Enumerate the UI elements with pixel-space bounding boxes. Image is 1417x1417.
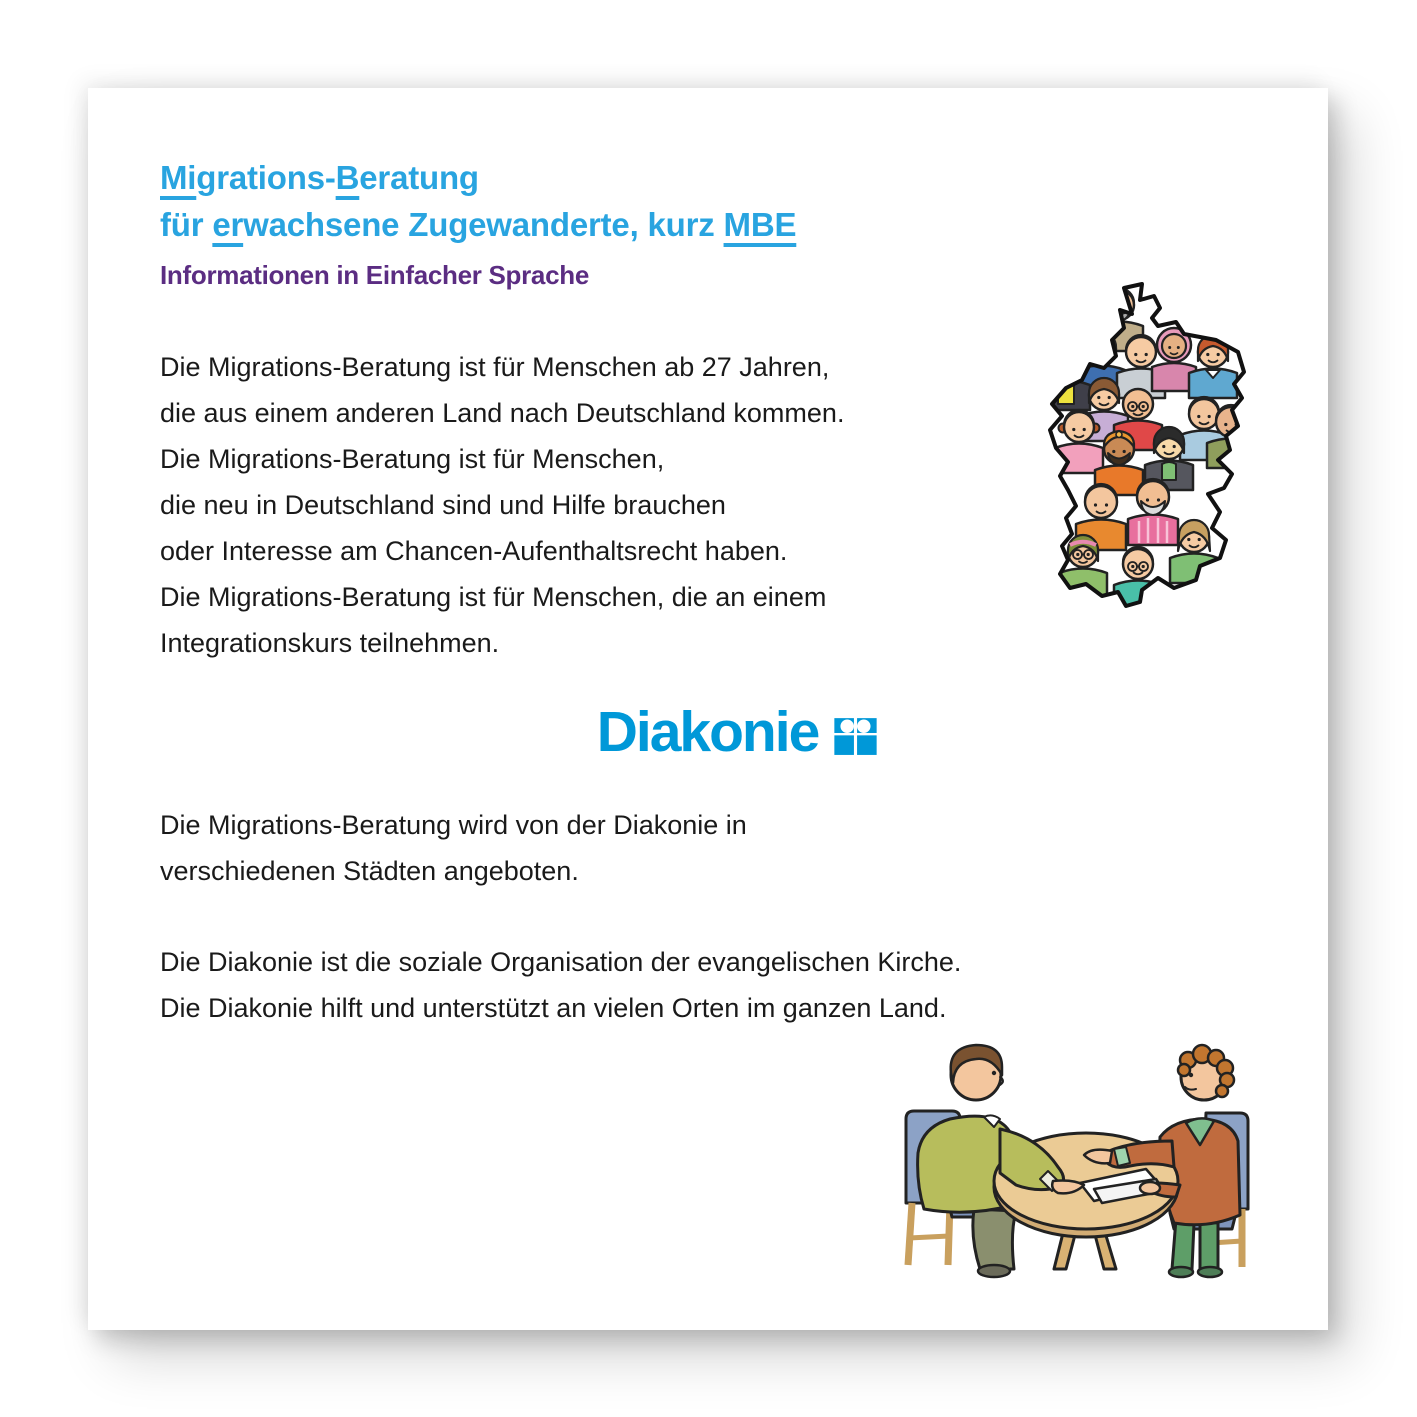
diakonie-logo — [118, 700, 1358, 764]
text-line: verschiedenen Städten angeboten. — [160, 856, 579, 886]
text-line: Integrationskurs teilnehmen. — [160, 628, 500, 658]
title-line-2: für erwachsene Zugewanderte, kurz MBE — [160, 206, 797, 243]
info-paragraph — [160, 939, 961, 1031]
document-page — [88, 88, 1328, 1330]
text-line: Die Migrations-Beratung ist für Menschen, die an einem — [160, 582, 827, 612]
page-title — [160, 154, 796, 248]
kronenkreuz-icon — [832, 708, 879, 763]
text-line: oder Interesse am Chancen-Aufenthaltsrecht haben. — [160, 536, 788, 566]
text-line: Die Migrations-Beratung ist für Menschen ab 27 Jahren, — [160, 352, 830, 382]
text-line: Die Migrations-Beratung ist für Menschen, — [160, 444, 665, 474]
text-line: Die Migrations-Beratung wird von der Diakonie in — [160, 810, 747, 840]
intro-paragraph — [160, 344, 844, 666]
subtitle: Informationen in Einfacher Sprache — [160, 260, 589, 290]
offer-paragraph — [160, 802, 747, 894]
title-line-1: Migrations-Beratung — [160, 159, 479, 196]
text-line: die aus einem anderen Land nach Deutschland kommen. — [160, 398, 845, 428]
text-line: die neu in Deutschland sind und Hilfe brauchen — [160, 490, 726, 520]
text-line: Die Diakonie ist die soziale Organisation der evangelischen Kirche. — [160, 947, 962, 977]
counseling-table-illustration — [888, 1033, 1258, 1283]
diakonie-wordmark: Diakonie — [596, 700, 819, 764]
text-line: Die Diakonie hilft und unterstützt an vielen Orten im ganzen Land. — [160, 993, 947, 1023]
germany-map-people-illustration — [1006, 278, 1268, 610]
